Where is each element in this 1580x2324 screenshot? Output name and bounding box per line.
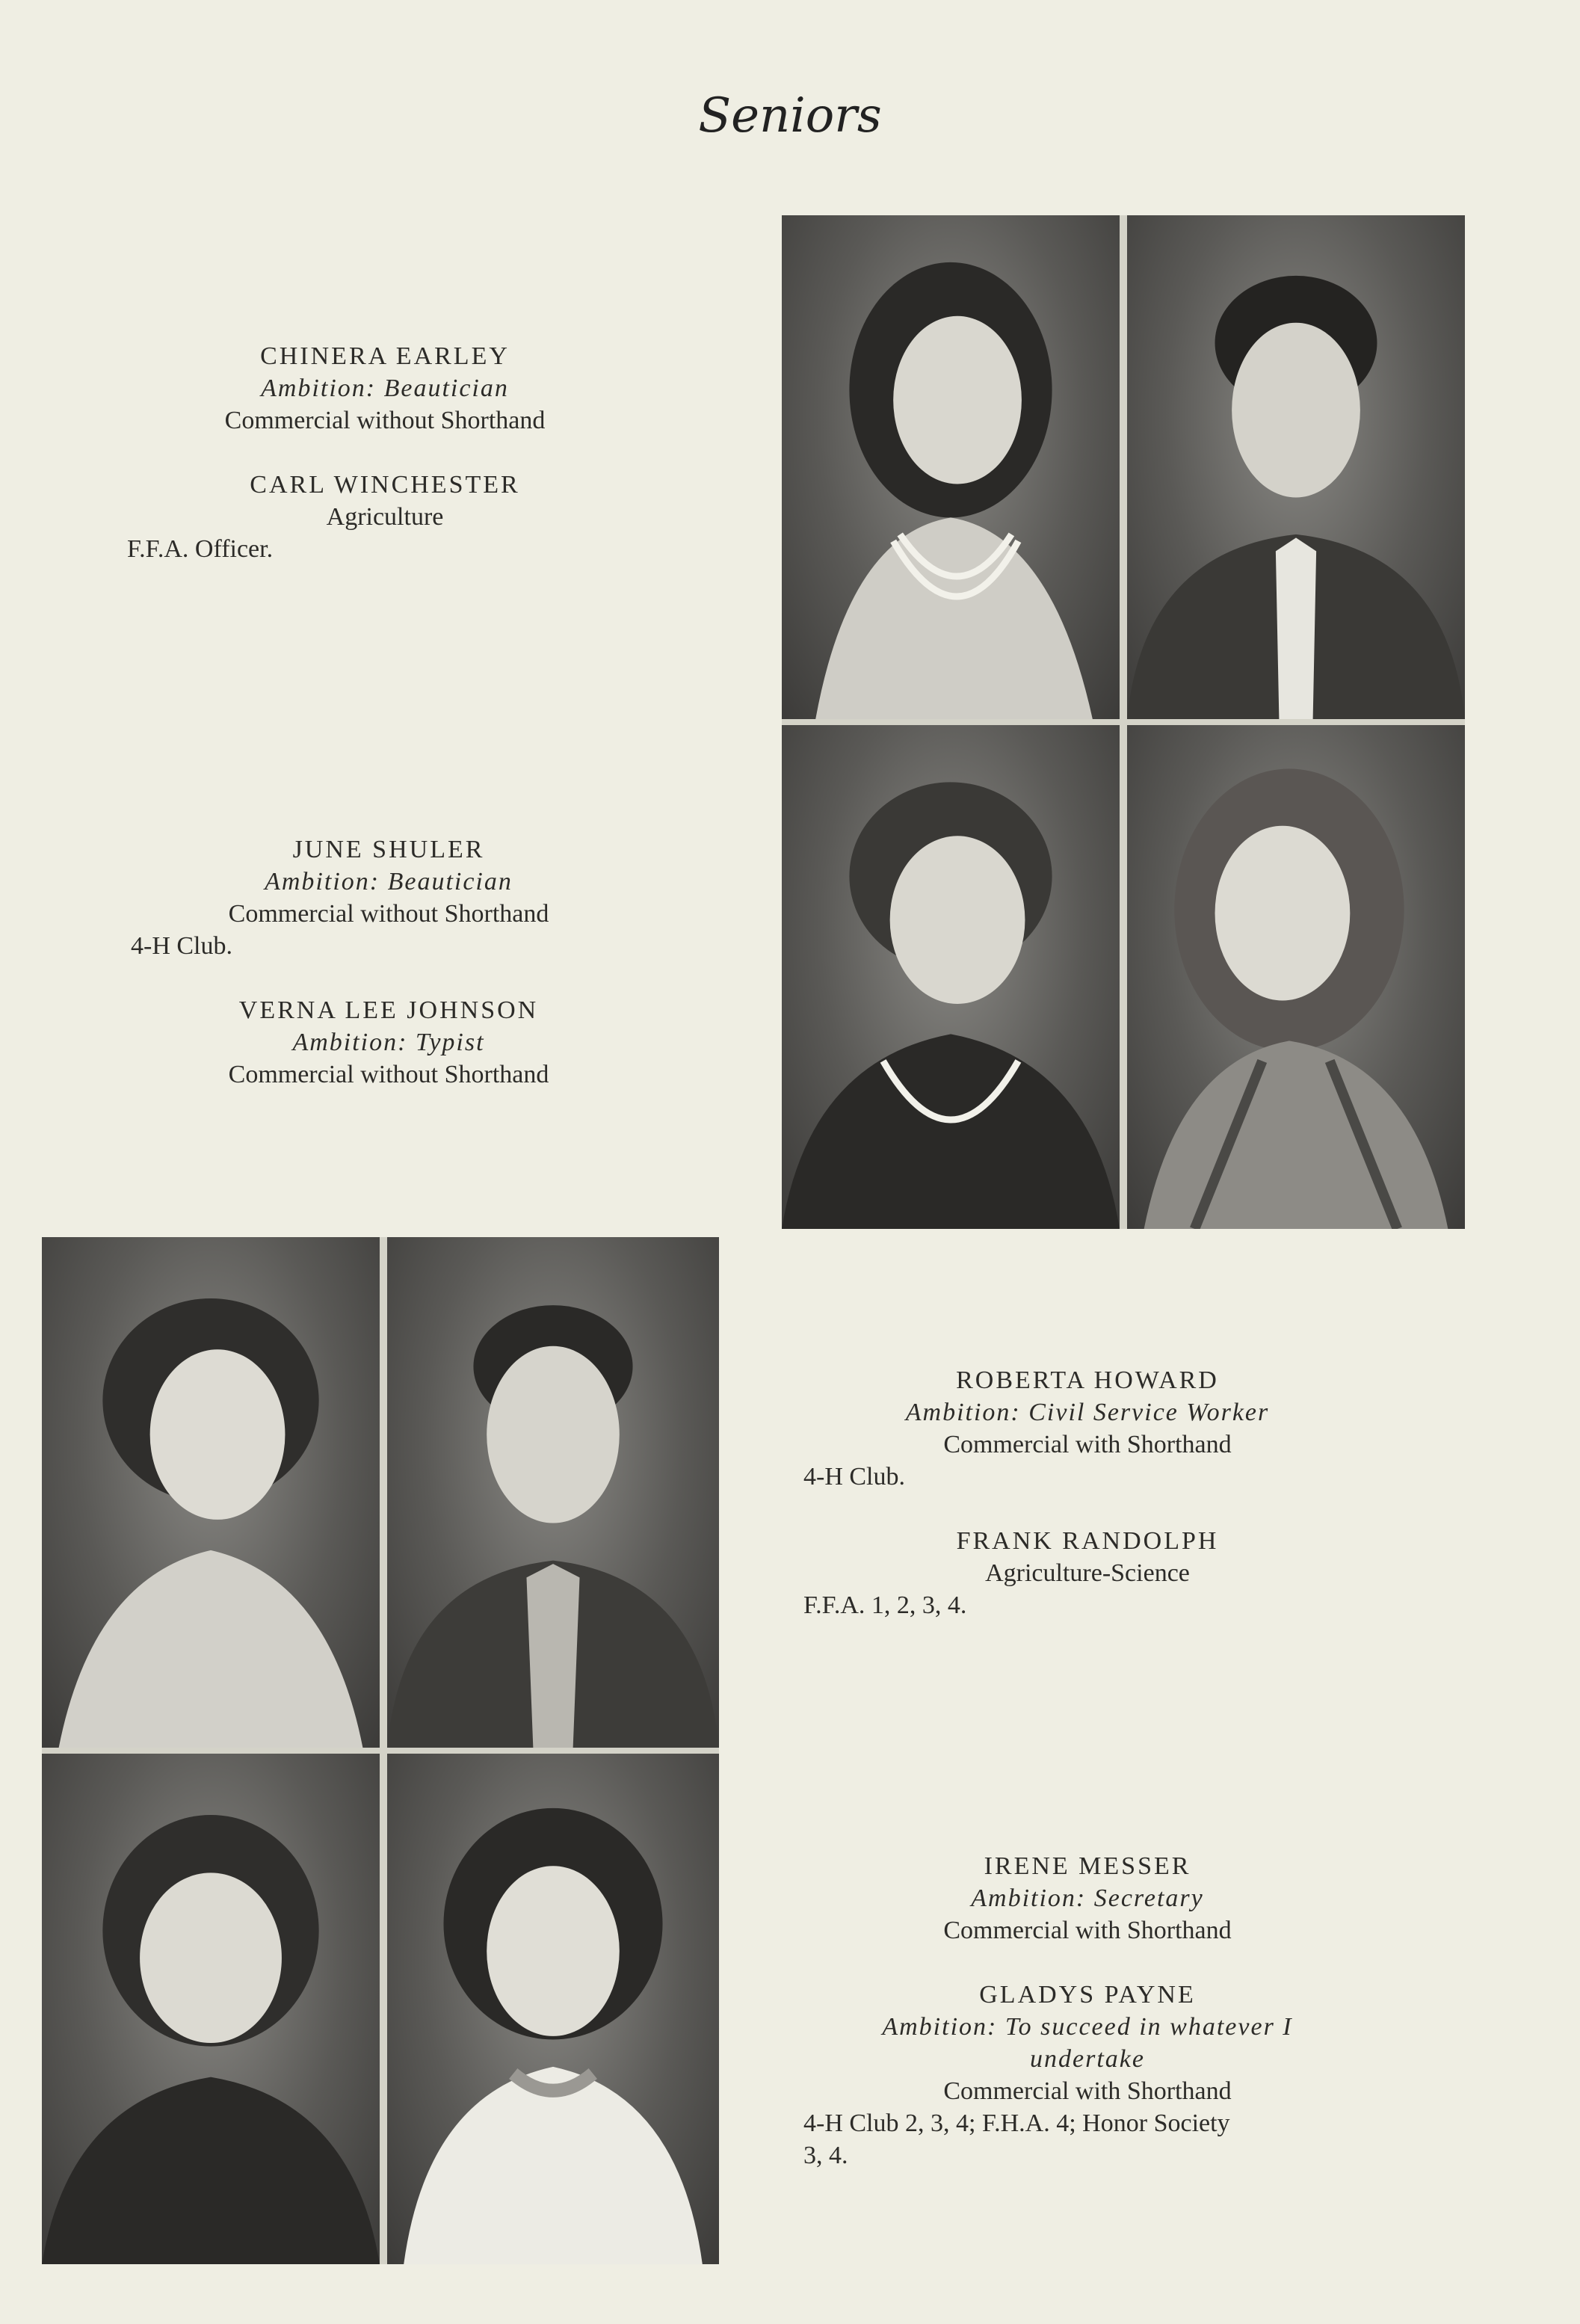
entry-chinera-earley xyxy=(127,340,643,437)
student-activities-continued: 3, 4. xyxy=(803,2142,848,2169)
portrait-photo xyxy=(387,1754,719,2264)
entry-june-shuler xyxy=(131,833,646,962)
portrait-photo xyxy=(42,1237,380,1748)
entry-carl-winchester xyxy=(127,469,643,565)
student-ambition-continued: undertake xyxy=(1030,2045,1145,2073)
student-course: Commercial without Shorthand xyxy=(228,900,549,928)
photo-grid-top xyxy=(782,215,1465,1229)
student-activities: 4-H Club 2, 3, 4; F.H.A. 4; Honor Society xyxy=(803,2109,1230,2137)
student-ambition: Ambition: Civil Service Worker xyxy=(905,1399,1270,1426)
student-ambition: Ambition: Beautician xyxy=(261,375,509,402)
student-course: Agriculture-Science xyxy=(985,1559,1190,1587)
student-activities: F.F.A. 1, 2, 3, 4. xyxy=(803,1591,967,1619)
student-ambition: Ambition: To succeed in whatever I xyxy=(882,2013,1293,2041)
student-name: FRANK RANDOLPH xyxy=(956,1527,1219,1555)
student-ambition: Ambition: Beautician xyxy=(265,868,513,896)
student-name: CHINERA EARLEY xyxy=(260,342,510,370)
student-course: Commercial with Shorthand xyxy=(943,1917,1232,1944)
portrait-photo xyxy=(42,1754,380,2264)
student-name: VERNA LEE JOHNSON xyxy=(238,996,539,1024)
student-ambition: Ambition: Secretary xyxy=(971,1884,1204,1912)
portrait-photo xyxy=(387,1237,719,1748)
entry-frank-randolph xyxy=(803,1525,1371,1621)
student-ambition: Ambition: Typist xyxy=(292,1029,485,1056)
portrait-photo xyxy=(782,215,1120,719)
page-title: Seniors xyxy=(698,88,882,144)
student-course: Commercial without Shorthand xyxy=(224,407,546,434)
entry-gladys-payne xyxy=(803,1979,1371,2172)
portrait-photo xyxy=(782,725,1120,1229)
student-course: Agriculture xyxy=(326,503,444,531)
student-course: Commercial without Shorthand xyxy=(228,1061,549,1088)
student-course: Commercial with Shorthand xyxy=(943,2077,1232,2105)
entry-verna-lee-johnson xyxy=(131,994,646,1091)
portrait-photo xyxy=(1127,725,1465,1229)
student-name: CARL WINCHESTER xyxy=(250,471,520,499)
photo-grid-bottom xyxy=(42,1237,719,2264)
entry-irene-messer xyxy=(803,1850,1371,1947)
student-activities: 4-H Club. xyxy=(131,932,232,960)
student-course: Commercial with Shorthand xyxy=(943,1431,1232,1458)
student-activities: 4-H Club. xyxy=(803,1463,905,1491)
student-activities: F.F.A. Officer. xyxy=(127,535,274,563)
student-name: ROBERTA HOWARD xyxy=(956,1366,1219,1394)
student-name: IRENE MESSER xyxy=(984,1852,1191,1880)
entry-roberta-howard xyxy=(803,1364,1371,1493)
portrait-photo xyxy=(1127,215,1465,719)
student-name: GLADYS PAYNE xyxy=(979,1981,1196,2009)
student-name: JUNE SHULER xyxy=(292,836,485,863)
